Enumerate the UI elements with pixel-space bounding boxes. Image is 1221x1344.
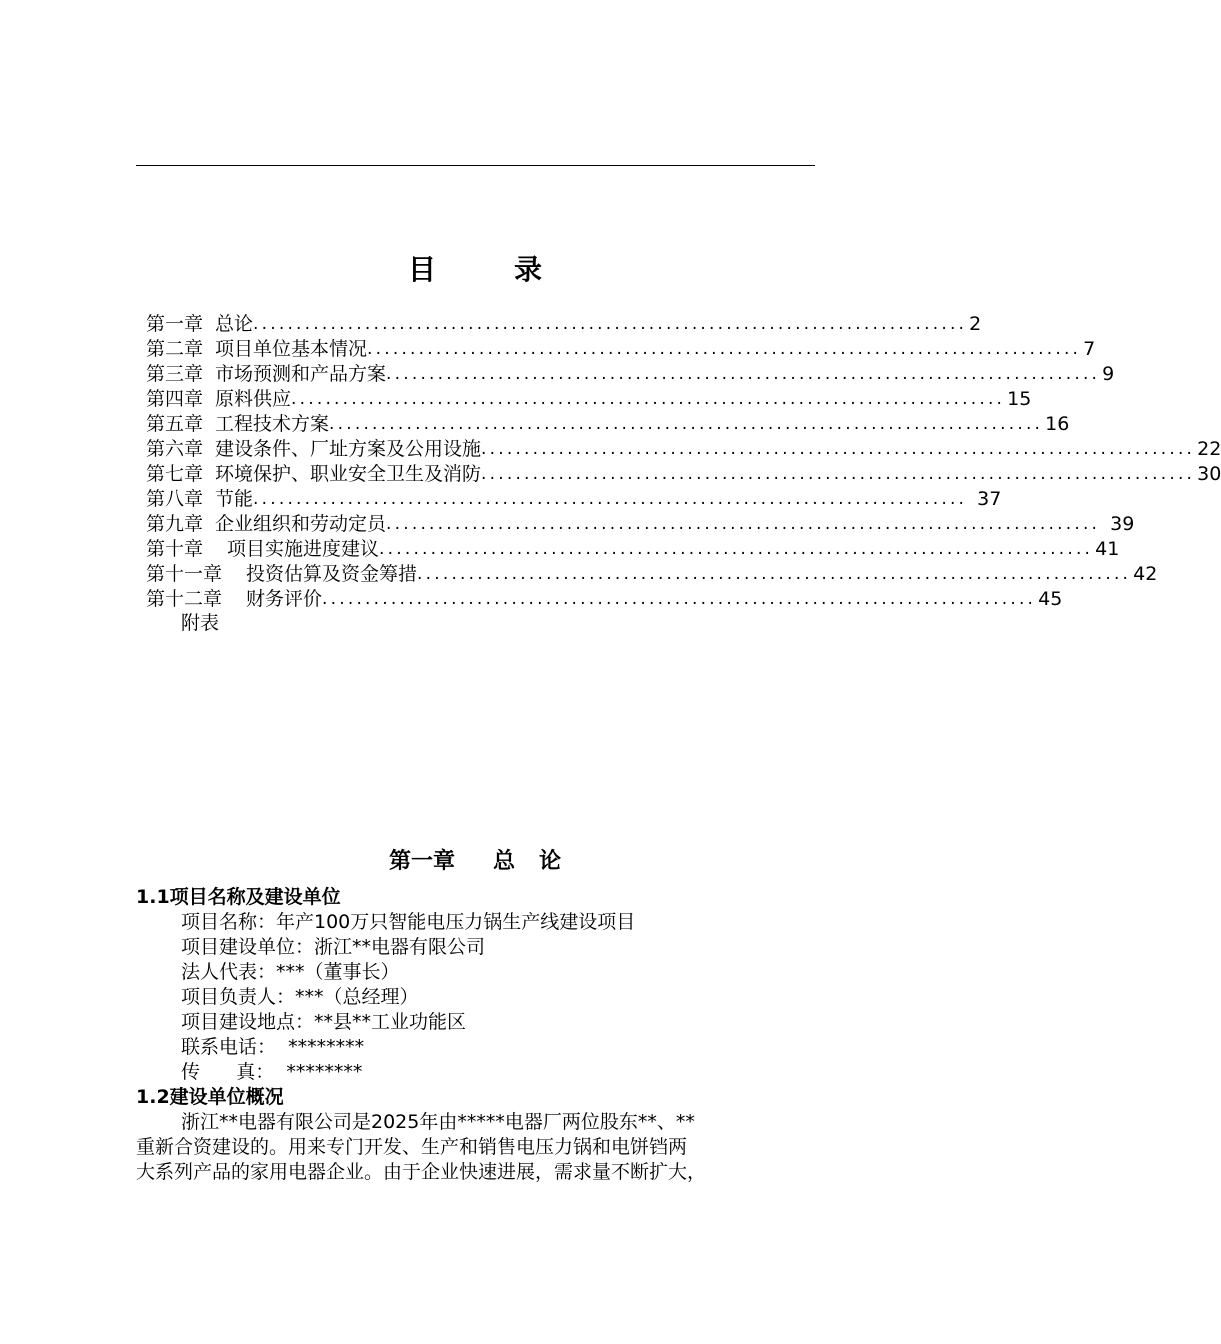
toc-entry[interactable] (146, 462, 1221, 487)
toc-leader: ................................................................................... (386, 514, 1101, 534)
toc-leader: ................................................................................... (322, 589, 1037, 609)
toc-leader: ................................................................................... (417, 564, 1132, 584)
toc-entry-title: 财务评价 (246, 588, 323, 610)
toc-appendix[interactable]: 附表 (181, 612, 220, 634)
section-heading: 1.1项目名称及建设单位 (136, 886, 341, 908)
toc-entry[interactable] (146, 337, 1096, 362)
toc-page: 45 (1038, 588, 1063, 610)
toc-chapter: 第一章 (146, 313, 204, 335)
toc-entry[interactable] (146, 362, 1115, 387)
toc-leader: ................................................................................... (367, 339, 1082, 359)
toc-page: 16 (1045, 413, 1070, 435)
paragraph-line: 大系列产品的家用电器企业。由于企业快速进展，需求量不断扩大， (136, 1161, 707, 1183)
toc-entry-title: 环境保护、职业安全卫生及消防 (215, 463, 482, 485)
toc-leader: ................................................................................... (481, 439, 1196, 459)
toc-entry[interactable] (146, 562, 1158, 587)
toc-page: 22 (1197, 438, 1221, 460)
toc-entry-title: 企业组织和劳动定员 (215, 513, 387, 535)
project-site-line: 项目建设地点：**县**工业功能区 (181, 1011, 467, 1033)
toc-page: 42 (1133, 563, 1158, 585)
toc-entry[interactable] (146, 437, 1221, 462)
toc-leader: ................................................................................... (481, 464, 1196, 484)
toc-chapter: 第六章 (146, 438, 204, 460)
toc-entry-title: 市场预测和产品方案 (215, 363, 387, 385)
toc-page: 7 (1083, 338, 1096, 360)
toc-chapter: 第十二章 (146, 588, 223, 610)
section-heading: 1.2建设单位概况 (136, 1086, 284, 1108)
toc-page: 39 (1110, 513, 1135, 535)
legal-rep-line: 法人代表：***（董事长） (181, 961, 400, 983)
toc-entry[interactable] (146, 312, 982, 337)
project-lead-line: 项目负责人：***（总经理） (181, 986, 419, 1008)
toc-entry[interactable] (146, 512, 1135, 537)
toc-leader: ................................................................................... (291, 389, 1006, 409)
project-name-line: 项目名称：年产100万只智能电压力锅生产线建设项目 (181, 911, 636, 933)
project-unit-line: 项目建设单位：浙江**电器有限公司 (181, 936, 486, 958)
header-rule (136, 165, 815, 166)
toc-entry[interactable] (146, 487, 1002, 512)
toc-entry-title: 原料供应 (215, 388, 292, 410)
paragraph-line: 浙江**电器有限公司是2025年由*****电器厂两位股东**、** (181, 1111, 695, 1133)
toc-title-char-1: 目 (407, 253, 436, 286)
toc-leader: ................................................................................... (386, 364, 1101, 384)
toc-entry[interactable] (146, 537, 1120, 562)
toc-page: 30 (1197, 463, 1221, 485)
section-1-1 (136, 885, 816, 1185)
toc-chapter: 第五章 (146, 413, 204, 435)
toc-page: 41 (1095, 538, 1120, 560)
toc-chapter: 第十章 (146, 538, 204, 560)
toc-leader: ................................................................................... (253, 314, 968, 334)
toc-chapter: 第九章 (146, 513, 204, 535)
toc-entry-title: 总论 (215, 313, 254, 335)
toc-chapter: 第十一章 (146, 563, 223, 585)
toc-title-char-2: 录 (514, 253, 543, 286)
toc-entry[interactable] (146, 387, 1032, 412)
toc-leader: ................................................................................... (329, 414, 1044, 434)
fax-line: 传 真： ******** (181, 1061, 363, 1083)
paragraph-line: 重新合资建设的。用来专门开发、生产和销售电压力锅和电饼铛两 (136, 1136, 688, 1158)
chapter-title-char-2: 论 (539, 849, 562, 874)
table-of-contents (146, 312, 1221, 612)
toc-page: 37 (977, 488, 1002, 510)
chapter-number: 第一章 (388, 849, 455, 874)
toc-chapter: 第七章 (146, 463, 204, 485)
toc-page: 15 (1007, 388, 1032, 410)
toc-entry[interactable] (146, 412, 1070, 437)
toc-chapter: 第二章 (146, 338, 204, 360)
toc-chapter: 第四章 (146, 388, 204, 410)
toc-entry-title: 工程技术方案 (215, 413, 330, 435)
toc-page: 9 (1102, 363, 1115, 385)
toc-chapter: 第三章 (146, 363, 204, 385)
toc-title (0, 248, 950, 288)
toc-entry[interactable] (146, 587, 1063, 612)
toc-entry-title: 项目实施进度建议 (227, 538, 380, 560)
toc-entry-title: 项目单位基本情况 (215, 338, 368, 360)
phone-line: 联系电话： ******** (181, 1036, 365, 1058)
toc-entry-title: 投资估算及资金筹措 (246, 563, 418, 585)
toc-chapter: 第八章 (146, 488, 204, 510)
toc-page: 2 (969, 313, 982, 335)
chapter-title-char-1: 总 (492, 849, 515, 874)
toc-entry-title: 节能 (215, 488, 254, 510)
toc-entry-title: 建设条件、厂址方案及公用设施 (215, 438, 482, 460)
toc-leader: ................................................................................... (253, 489, 968, 509)
chapter-title (0, 844, 950, 875)
toc-leader: ................................................................................... (379, 539, 1094, 559)
